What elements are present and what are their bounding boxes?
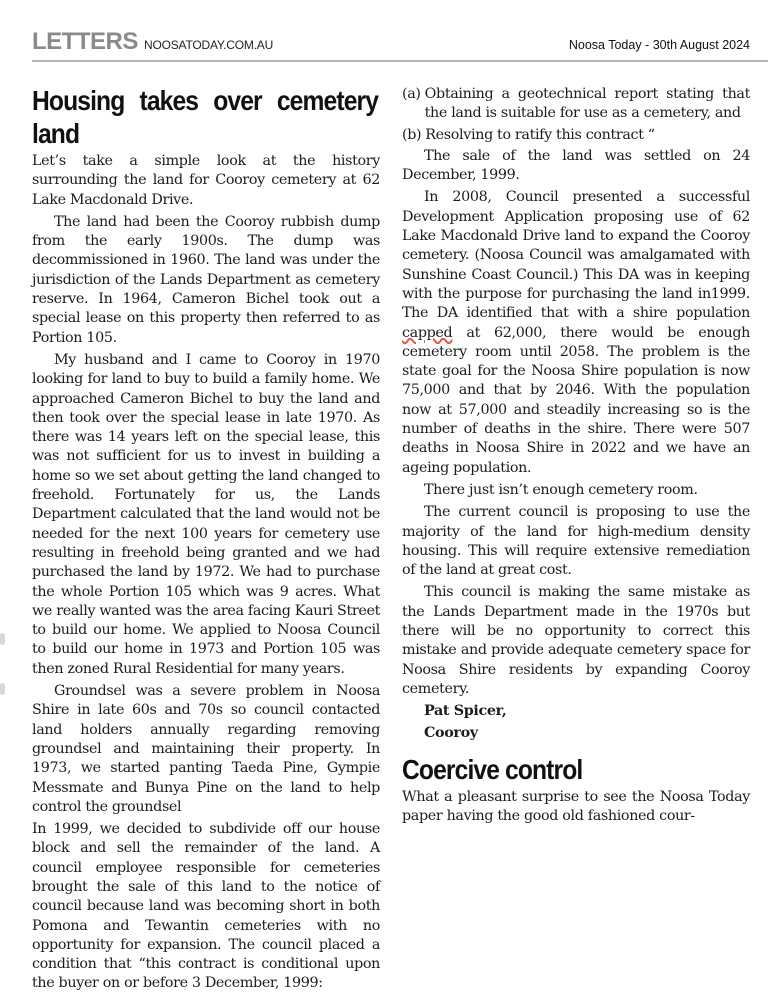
condition-text: Resolving to ratify this contract “ (425, 126, 655, 143)
page-header (32, 26, 750, 60)
paragraph: The land had been the Cooroy rubbish dump from the early 1900s. The dump was decommissioned in 1960. The land was under the jurisdiction of the Lands Department as cemetery reserve. In 1964, Cameron Bichel took out a special lease on this property then referred to as Portion 105. (32, 213, 380, 346)
letter-location: Cooroy (424, 724, 478, 741)
text-run: In 2008, Council presented a successful Development Application proposing use of 62 Lake Macdonald Drive land to expand the Cooroy cemetery. (Noosa Council was amalgamated with Sunshine Coast Council.) This DA was in keeping with the purpose for purchasing the land in1999. The DA identified that with a shire population (402, 189, 750, 322)
section-title: LETTERS (32, 28, 138, 55)
condition-item (402, 126, 750, 145)
paragraph: My husband and I came to Cooroy in 1970 looking for land to buy to build a family home. We approached Cameron Bichel to buy the land and then took over the special lease in late 1970. As there was 14 years left on the special lease, this was not sufficient for us to invest in building a home so we set about getting the land changed to freehold. Fortunately for us, the Lands Department calculated that the land would not be needed for the next 100 years for cemetery use resulting in freehold being granted and we had purchased the land by 1972. We had to purchase the whole Portion 105 which was 9 acres. What we really wanted was the area facing Kauri Street to build our home. We applied to Noosa Council to build our home in 1973 and Portion 105 was then zoned Rural Residential for many years. (32, 351, 380, 677)
letter-headline: Housing takes over cemetery land (32, 85, 379, 149)
text-run: at 62,000, there would be enough cemetery room until 2058. The problem is the state goal for the Noosa Shire population is now 75,000 and that by 2046. With the population now at 57,000 and steadily increasing so is the number of deaths in the shire. There were 507 deaths in Noosa Shire in 2022 and we have an ageing population. (402, 324, 750, 476)
edge-artifact (0, 683, 5, 695)
condition-item (402, 85, 750, 124)
header-divider (32, 60, 768, 62)
letter-headline: Coercive control (402, 753, 583, 785)
paragraph: There just isn’t enough cemetery room. (424, 481, 698, 498)
paragraph (402, 188, 750, 477)
column-right (402, 85, 750, 829)
paragraph: In 1999, we decided to subdivide off our house block and sell the remainder of the land. A council employee responsible for cemeteries brought the sale of this land to the notice of council because land was becoming short in both Pomona and Tewantin cemeteries with no opportunity for expansion. The council placed a condition that “this contract is conditional upon the buyer on or before 3 December, 1999: (32, 821, 380, 992)
column-left (32, 82, 380, 997)
paragraph: This council is making the same mistake as the Lands Department made in the 1970s but there will be no opportunity to correct this mistake and provide adequate cemetery space for Noosa Shire residents by expanding Cooroy cemetery. (402, 584, 750, 697)
condition-marker: (b) (402, 126, 422, 143)
condition-text: Obtaining a geotechnical report stating that the land is suitable for use as a cemetery, and (424, 86, 750, 122)
site-url: NOOSATODAY.COM.AU (144, 38, 274, 52)
paragraph: The current council is proposing to use the majority of the land for high-medium density housing. This will require extensive remediation of the land at great cost. (402, 504, 750, 579)
edge-artifact (0, 633, 5, 645)
condition-marker: (a) (402, 86, 421, 102)
paragraph: Let’s take a simple look at the history surrounding the land for Cooroy cemetery at 62 Lake Macdonald Drive. (32, 153, 380, 208)
letter-author: Pat Spicer, (424, 703, 507, 720)
paragraph: What a pleasant surprise to see the Noosa Today paper having the good old fashioned cour- (402, 788, 750, 825)
paragraph: The sale of the land was settled on 24 December, 1999. (402, 147, 750, 184)
dateline: Noosa Today - 30th August 2024 (568, 38, 750, 52)
paragraph: Groundsel was a severe problem in Noosa Shire in late 60s and 70s so council contacted land holders annually regarding removing groundsel and maintaining their property. In 1973, we started panting Taeda Pine, Gympie Messmate and Bunya Pine on the land to help control the groundsel (32, 683, 380, 815)
spellcheck-underlined-word: capped (402, 324, 453, 341)
